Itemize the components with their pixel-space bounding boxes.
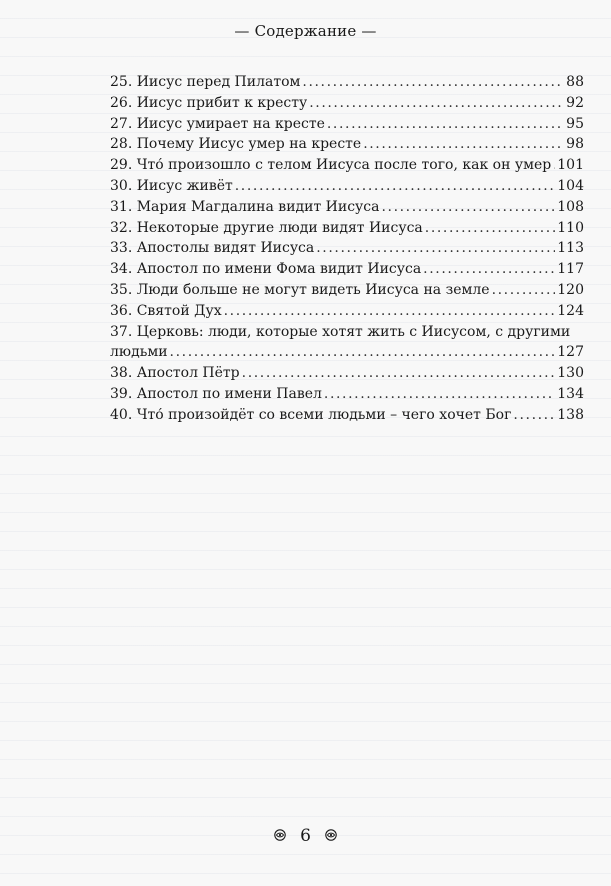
- dot-leader: [423, 259, 555, 280]
- running-head: — Содержание —: [234, 22, 377, 40]
- toc-entry-title: 33. Апостолы видят Иисуса: [110, 240, 315, 257]
- toc-entry[interactable]: [110, 363, 584, 384]
- toc-entry-multiline[interactable]: [110, 322, 584, 364]
- dot-leader: [242, 363, 556, 384]
- toc-entry-title: 32. Некоторые другие люди видят Иисуса: [110, 219, 423, 236]
- toc-entry-title: 35. Люди больше не могут видеть Иисуса на земле: [110, 281, 490, 298]
- toc-entry[interactable]: [110, 384, 584, 405]
- page-footer: [0, 826, 611, 846]
- toc-entry-title-line2: людьми: [110, 344, 168, 361]
- toc-entry-page: 104: [557, 177, 584, 194]
- toc-entry-page: 120: [557, 281, 584, 298]
- dot-leader: [170, 342, 556, 363]
- toc-entry-title: 29. Что́ произошло с телом Иисуса после того, как он умер: [110, 157, 552, 174]
- toc-entry[interactable]: [110, 72, 584, 93]
- page-number: 6: [300, 826, 311, 846]
- toc-entry[interactable]: [110, 238, 584, 259]
- dot-leader: [316, 238, 555, 259]
- toc-entry-title: 27. Иисус умирает на кресте: [110, 115, 325, 132]
- toc-entry-title: 36. Святой Дух: [110, 302, 222, 319]
- dot-leader: [224, 301, 556, 322]
- toc-entry-title: 40. Что́ произойдёт со всеми людьми – чего хочет Бог: [110, 406, 512, 423]
- toc-entry-page: 95: [566, 115, 584, 132]
- toc-entry-page: 117: [557, 261, 584, 278]
- toc-entry-page: 138: [557, 406, 584, 423]
- toc-entry-title: 28. Почему Иисус умер на кресте: [110, 136, 362, 153]
- toc-entry-title: 31. Мария Магдалина видит Иисуса: [110, 198, 380, 215]
- dot-leader: [235, 176, 556, 197]
- toc-entry-page: 127: [557, 344, 584, 361]
- toc-entry[interactable]: [110, 301, 584, 322]
- toc-entry-page: 101: [557, 157, 584, 174]
- toc-entry-page: 98: [566, 136, 584, 153]
- toc-entry[interactable]: [110, 134, 584, 155]
- dot-leader: [324, 384, 555, 405]
- toc-entry-page: 88: [566, 74, 584, 90]
- toc-entry-page: 110: [557, 219, 584, 236]
- toc-entry-title: 38. Апостол Пётр: [110, 365, 240, 382]
- dot-leader: [327, 114, 564, 135]
- dot-leader: [309, 93, 564, 114]
- table-of-contents: [110, 72, 584, 426]
- toc-entry-page: 108: [557, 198, 584, 215]
- toc-entry[interactable]: [110, 176, 584, 197]
- toc-entry-second-line: [110, 342, 584, 363]
- toc-entry[interactable]: [110, 405, 584, 426]
- toc-entry-title: 34. Апостол по имени Фома видит Иисуса: [110, 261, 422, 278]
- fleuron-icon: [273, 827, 287, 841]
- dot-leader: [513, 405, 555, 426]
- dot-leader: [302, 72, 564, 93]
- dot-leader: [492, 280, 556, 301]
- toc-entry-page: 134: [557, 385, 584, 402]
- toc-entry[interactable]: [110, 155, 584, 176]
- toc-entry-title: 25. Иисус перед Пилатом: [110, 74, 301, 90]
- toc-entry[interactable]: [110, 197, 584, 218]
- dot-leader: [553, 155, 555, 176]
- toc-entry[interactable]: [110, 259, 584, 280]
- toc-entry-title: 30. Иисус живёт: [110, 177, 233, 194]
- toc-entry-page: 124: [557, 302, 584, 319]
- toc-entry-page: 113: [557, 240, 584, 257]
- dot-leader: [381, 197, 555, 218]
- dot-leader: [363, 134, 564, 155]
- toc-entry-title-line1: 37. Церковь: люди, которые хотят жить с Иисусом, с другими: [110, 323, 571, 340]
- toc-entry[interactable]: [110, 114, 584, 135]
- toc-entry-title: 26. Иисус прибит к кресту: [110, 94, 308, 111]
- toc-entry[interactable]: [110, 280, 584, 301]
- toc-entry-page: 92: [566, 94, 584, 111]
- toc-entry[interactable]: [110, 93, 584, 114]
- dot-leader: [425, 218, 555, 239]
- toc-entry[interactable]: [110, 218, 584, 239]
- fleuron-icon: [324, 827, 338, 841]
- toc-entry-title: 39. Апостол по имени Павел: [110, 385, 322, 402]
- toc-entry-page: 130: [557, 365, 584, 382]
